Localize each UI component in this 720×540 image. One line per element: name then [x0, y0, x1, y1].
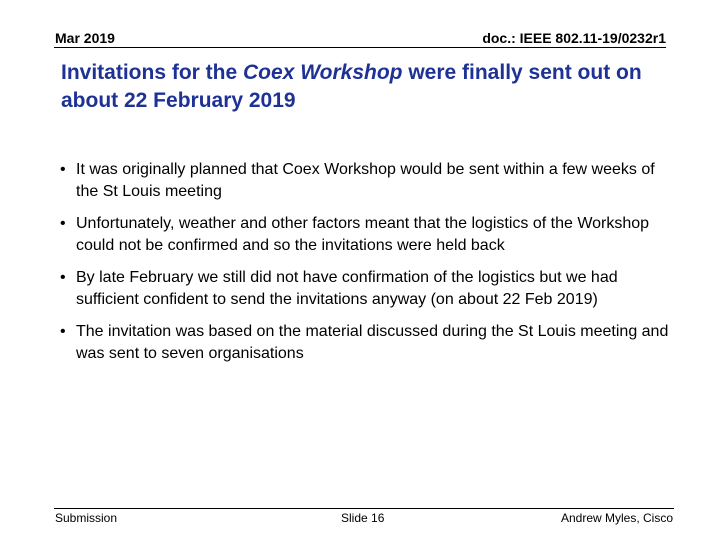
bullet-dot-icon: • — [60, 161, 66, 178]
title-part-2-italic: Coex Workshop — [243, 61, 403, 84]
title-part-1: Invitations for the — [61, 61, 244, 84]
bullet-dot-icon: • — [60, 269, 66, 286]
bullet-item — [60, 213, 670, 257]
bullet-item — [60, 267, 670, 311]
bullet-item — [60, 321, 670, 365]
footer-submission: Submission — [55, 511, 118, 525]
bullet-text: It was originally planned that Coex Workshop would be sent within a few weeks of the St Louis meeting — [76, 161, 655, 200]
footer-divider — [54, 508, 674, 509]
bullet-item — [60, 159, 670, 203]
bullet-list — [60, 159, 670, 375]
bullet-dot-icon: • — [60, 323, 66, 340]
header-divider — [54, 47, 666, 48]
title-part-3: were finally sent out on about 22 February 2019 — [61, 61, 642, 112]
header-date: Mar 2019 — [55, 30, 115, 46]
footer-slide-number: Slide 16 — [341, 511, 385, 525]
footer-author: Andrew Myles, Cisco — [560, 511, 673, 525]
bullet-text: Unfortunately, weather and other factors meant that the logistics of the Workshop could not be confirmed and so the invitations were held back — [76, 215, 650, 254]
bullet-text: By late February we still did not have confirmation of the logistics but we had sufficient confident to send the invitations anyway (on about 22 Feb 2019) — [76, 269, 618, 308]
header-doc-id: doc.: IEEE 802.11-19/0232r1 — [482, 30, 666, 46]
bullet-dot-icon: • — [60, 215, 66, 232]
slide-title — [61, 59, 671, 115]
bullet-text: The invitation was based on the material discussed during the St Louis meeting and was sent to seven organisations — [76, 323, 669, 362]
